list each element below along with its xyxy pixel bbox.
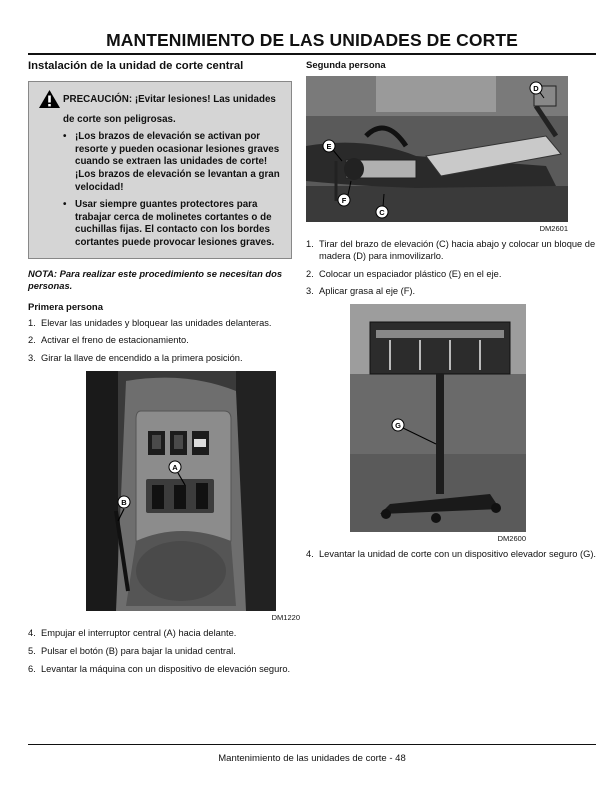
step-number: 5. [28,645,36,656]
figure-code: DM2600 [497,534,526,544]
caution-bullet [38,131,282,194]
first-person-title: Primera persona [28,301,103,313]
steps-list [306,549,596,561]
figure-control-panel [86,371,300,622]
step-number: 1. [28,317,36,328]
caution-bullet-text: ¡Los brazos de elevación se activan por resorte y pueden ocasionar lesiones graves cuando se extraen las unidades de corte! ¡Los brazos de elevación se levantan a gran velocidad! [75,131,280,193]
step-text: Colocar un espaciador plástico (E) en el eje. [319,268,502,279]
callout-e: E [326,142,332,151]
step-item [306,549,596,561]
step-item [28,353,292,365]
bullet-mark: • [63,131,67,143]
step-text: Pulsar el botón (B) para bajar la unidad central. [41,645,236,656]
step-item [306,286,596,298]
step-text: Empujar el interruptor central (A) hacia delante. [41,627,237,638]
step-number: 2. [28,335,36,346]
note: NOTA: Para realizar este procedimiento se necesitan dos personas. [28,267,283,291]
step-text: Aplicar grasa al eje (F). [319,286,416,297]
warning-icon [38,89,61,114]
callout-c: C [379,208,385,217]
page-title: MANTENIMIENTO DE LAS UNIDADES DE CORTE [106,30,518,50]
steps-list [306,239,596,298]
step-item [28,318,292,330]
page-footer: Mantenimiento de las unidades de corte - 48 [218,753,406,764]
steps-list [28,628,292,675]
caution-bullet-text: Usar siempre guantes protectores para trabajar cerca de molinetes cortantes o de cuchillas fijas. El contacto con los bordes cortantes puede provocar lesiones graves. [75,199,275,248]
figure-lift-device [350,304,526,543]
step-number: 3. [28,353,36,364]
lift-device-photo [350,304,526,532]
right-column [306,60,596,567]
caution-bullet [38,199,282,249]
caution-heading [38,89,282,114]
step-number: 1. [306,239,314,249]
steps-list [28,318,292,365]
step-item [306,239,596,263]
step-text: Levantar la unidad de corte con un dispositivo elevador seguro (G). [319,549,597,560]
step-text: Tirar del brazo de elevación (C) hacia abajo y colocar un bloque de madera (D) para inmovilizarlo. [319,239,596,261]
header-divider [28,53,596,55]
callout-g: G [395,421,401,431]
control-panel-photo [86,371,276,611]
figure-code: DM1220 [271,612,300,622]
lift-arm-photo [306,76,568,222]
figure-code: DM2601 [539,224,568,233]
step-item [28,664,292,676]
callout-f: F [341,196,347,205]
callout-a: A [172,462,178,472]
step-item [28,646,292,658]
figure-lift-arm [306,76,568,233]
second-person-title: Segunda persona [306,60,386,71]
step-text: Levantar la máquina con un dispositivo de elevación seguro. [41,663,291,674]
step-item [28,628,292,640]
step-number: 3. [306,286,314,297]
left-column [28,60,300,681]
step-number: 2. [306,268,314,279]
step-item [306,269,596,281]
section-title: Instalación de la unidad de corte central [28,60,244,72]
step-item [28,335,292,347]
caution-box [28,81,292,259]
step-text: Activar el freno de estacionamiento. [41,335,189,346]
callout-b: B [121,497,127,507]
footer-divider [28,744,596,745]
bullet-mark: • [63,199,67,211]
step-text: Girar la llave de encendido a la primera posición. [41,353,243,364]
step-text: Elevar las unidades y bloquear las unidades delanteras. [41,317,272,328]
step-number: 4. [306,549,314,560]
caution-lead: PRECAUCIÓN: ¡Evitar lesiones! Las unidades [63,94,276,105]
caution-lead-cont: de corte son peligrosas. [63,113,176,125]
step-number: 4. [28,627,36,638]
step-number: 6. [28,663,36,674]
callout-d: D [533,84,539,93]
